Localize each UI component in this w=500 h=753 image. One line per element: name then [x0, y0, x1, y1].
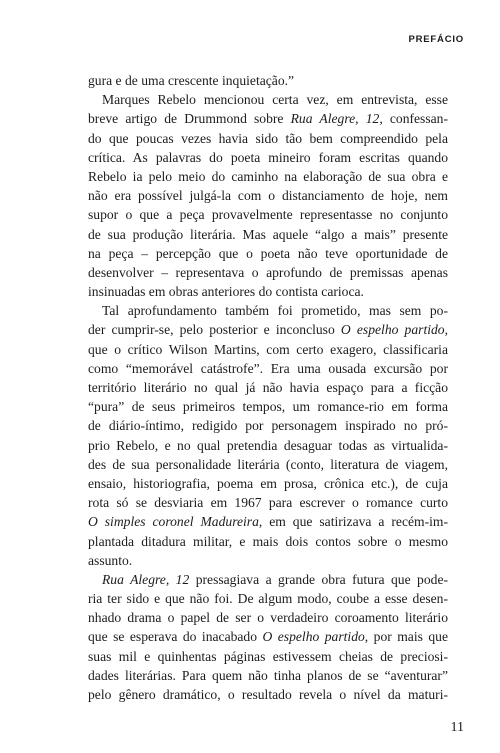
text-line: insinuadas em obras anteriores do contista carioca. [88, 284, 364, 300]
text-line: gura e de uma crescente inquietação.” [88, 73, 295, 88]
text-line: supor o que a peça provavelmente representasse no conjunto [88, 207, 448, 223]
text-line: como “memorável catástrofe”. Era uma ousada excursão por [88, 360, 448, 376]
text-line: prio Rebelo, e no qual pretendia desaguar todas as virtualida- [88, 437, 448, 453]
text-line: Marques Rebelo mencionou certa vez, em entrevista, esse [102, 92, 448, 108]
text-run: , em que satirizava a recém-im- [258, 514, 448, 530]
text-line: des de sua personalidade literária (conto, literatura de viagem, [88, 456, 448, 472]
text-line: pelo gênero dramático, o resultado revela o nível da maturi- [88, 687, 448, 702]
text-line: território literário no qual já não havia espaço para a ficção [88, 380, 448, 395]
italic-title: Rua Alegre, 12 [290, 111, 380, 127]
text-line [88, 627, 448, 646]
running-head: PREFÁCIO [408, 34, 464, 45]
text-line: “pura” de seus primeiros tempos, um romance-rio em forma [88, 399, 448, 415]
text-run: der cumprir-se, pelo posterior e inconcluso [88, 322, 341, 338]
text-line: na peça – percepção que o poeta não teve oportunidade de [88, 245, 448, 261]
text-line: que o crítico Wilson Martins, com certo exagero, classificaria [88, 341, 448, 357]
text-line: não era possível julgá-la com o distanciamento de hoje, nem [88, 188, 448, 204]
text-line: ensaio, historiografia, poema em prosa, crônica etc.), de cuja [88, 475, 448, 491]
text-line [88, 570, 448, 589]
body-text [88, 71, 448, 704]
text-line [88, 109, 448, 128]
text-line: Tal aprofundamento também foi prometido, mas sem po- [102, 303, 448, 319]
text-line: crítica. As palavras do poeta mineiro foram escritas quando [88, 149, 448, 165]
text-line: desenvolver – representava o aprofundo de premissas apenas [88, 264, 448, 280]
text-line [88, 320, 448, 339]
text-run: pressagiava a grande obra futura que pode- [189, 571, 448, 587]
italic-title: Rua Alegre, 12 [102, 571, 190, 587]
text-line: rota só se desviaria em 1967 para escrever o romance curto [88, 495, 448, 511]
text-line: plantada ditadura militar, e mais dois contos sobre o mesmo [88, 533, 448, 549]
italic-title: O espelho partido [262, 629, 365, 645]
text-line: assunto. [88, 552, 133, 568]
text-line: do que poucas vezes havia sido tão bem compreendido pela [88, 130, 448, 146]
text-run: que se esperava do inacabado [88, 629, 263, 645]
text-line: Rebelo ia pelo meio do caminho na elaboração de sua obra e [88, 168, 448, 184]
page-number: 11 [450, 720, 464, 735]
text-run: , [444, 322, 448, 338]
text-line: nhado drama o papel de ser o verdadeiro coroamento literário [88, 610, 448, 626]
text-line: ria ter sido e que não foi. De algum modo, coube a esse desen- [88, 591, 448, 607]
text-line: de diário-íntimo, redigido por personagem inspirado no pró- [88, 418, 448, 434]
text-line [88, 512, 448, 531]
italic-title: O simples coronel Madureira [88, 514, 259, 530]
text-line: dades literárias. Para quem não tinha planos de se “aventurar” [88, 667, 448, 683]
text-run: breve artigo de Drummond sobre [88, 111, 291, 127]
text-line: de sua produção literária. Mas aquele “algo a mais” presente [88, 226, 448, 242]
text-run: , confessan- [379, 111, 448, 127]
text-run: , por mais que [364, 629, 448, 645]
text-line: suas mil e quinhentas páginas estivessem cheias de preciosi- [88, 648, 448, 664]
italic-title: O espelho partido [340, 322, 445, 338]
